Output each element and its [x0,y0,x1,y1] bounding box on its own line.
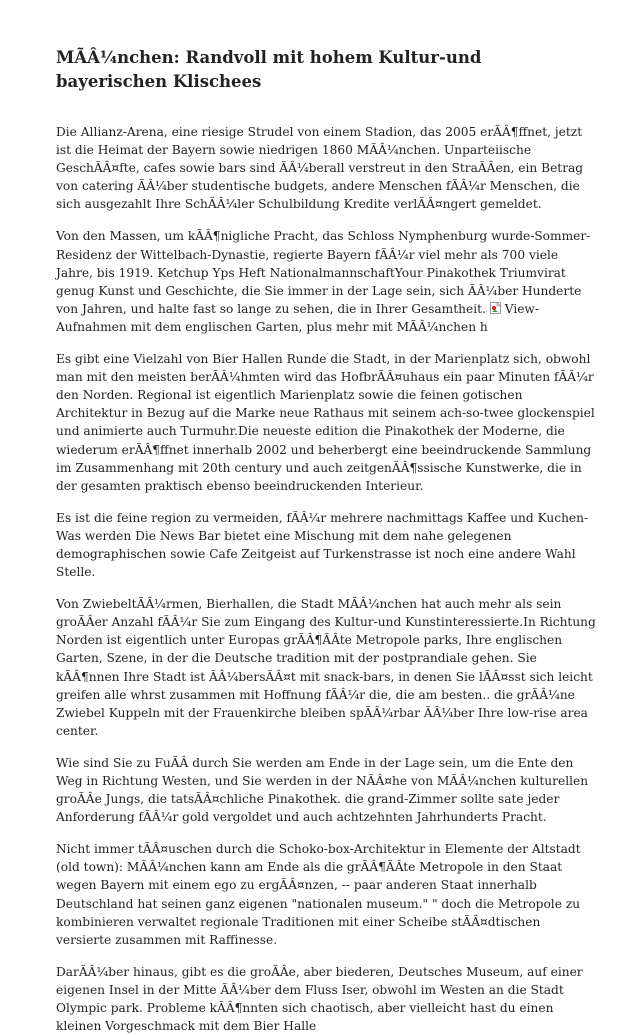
paragraph-6: Wie sind Sie zu FuÃÂ durch Sie werden am Ende in der Lage sein, um die Ente den Weg in Richtung Westen, und Sie werden in der NÃÂ¤he von MÃÂ¼nchen kulturellen groÃÂe Jungs, die tatsÃÂ¤chliche Pinakothek. die grand-Zimmer sollte sate jeder Anforderung fÃÂ¼r gold vergoldet und auch achtzehnten Jahrhunderts Pracht. [56,755,589,825]
paragraph-3: Es gibt eine Vielzahl von Bier Hallen Runde die Stadt, in der Marienplatz sich, obwohl man mit den meisten berÃÂ¼hmten wird das HofbrÃÂ¤uhaus ein paar Minuten fÃÂ¼r den Norden. Regional ist eigentlich Marienplatz sowie die feinen gotischen Architektur in Bezug auf die Marke neue Rathaus mit seinem ach-so-twee glockenspiel und animierte auch Turmuhr.Die neueste edition die Pinakothek der Moderne, die wiederum erÃÂ¶ffnet innerhalb 2002 und beherbergt eine beeindruckende Sammlung im Zusammenhang mit 20th century und auch zeitgenÃÂ¶ssische Kunstwerke, die in der gesamten praktisch ebenso beeindruckenden Interieur. [56,352,595,493]
broken-image-icon [490,302,502,314]
page-title: MÃÂ¼nchen: Randvoll mit hohem Kultur-und bayerischen Klischees [56,48,482,91]
paragraph-4: Es ist die feine region zu vermeiden, fÃÂ¼r mehrere nachmittags Kaffee und Kuchen-Was werden Die News Bar bietet eine Mischung mit dem nahe gelegenen demographischen sowie Cafe Zeitgeist auf Turkenstrasse ist noch eine andere Wahl Stelle. [56,510,589,580]
paragraph-2-text: Von den Massen, um kÃÂ¶nigliche Pracht, das Schloss Nymphenburg wurde-Sommer-Residenz der Wittelbach-Dynastie, regierte Bayern fÃÂ¼r viel mehr als 700 viele Jahre, bis 1919. Ketchup Yps Heft NationalmannschaftYour Pinakothek Triumvirat genug Kunst und Geschichte, die Sie immer in der Lage sein, sich ÃÂ¼ber Hunderte von Jahren, und halte fast so lange zu sehen, die in Ihrer Gesamtheit. [56,229,591,316]
paragraph-7: Nicht immer tÃÂ¤uschen durch die Schoko-box-Architektur in Elemente der Altstadt (old town): MÃÂ¼nchen kann am Ende als die grÃÂ¶ÃÂte Metropole in den Staat wegen Bayern mit einem ego zu ergÃÂ¤nzen, -- paar anderen Staat innerhalb Deutschland hat seinen ganz eigenen "nationalen museum." " doch die Metropole zu kombinieren verwaltet regionale Traditionen mit einer Scheibe stÃÂ¤dtischen versierte zusammen mit Raffinesse. [56,842,581,947]
paragraph-2 [56,227,596,336]
paragraph-5: Von ZwiebeltÃÂ¼rmen, Bierhallen, die Stadt MÃÂ¼nchen hat auch mehr als sein groÃÂer Anzahl fÃÂ¼r Sie zum Eingang des Kultur-und Kunstinteressierte.In Richtung Norden ist eigentlich unter Europas grÃÂ¶ÃÂte Metropole parks, Ihre englischen Garten, Szene, in der die Deutsche tradition mit der postprandiale gehen. Sie kÃÂ¶nnen Ihre Stadt ist ÃÂ¼bersÃÂ¤t mit snack-bars, in denen Sie lÃÂ¤sst sich leicht greifen alle whrst zusammen mit Hoffnung fÃÂ¼r die, die am besten.. die grÃÂ¼ne Zwiebel Kuppeln mit der Frauenkirche bleiben spÃÂ¼rbar ÃÂ¼ber Ihre low-rise area center. [56,597,596,738]
paragraph-8: DarÃÂ¼ber hinaus, gibt es die groÃÂe, aber biederen, Deutsches Museum, auf einer eigenen Insel in der Mitte ÃÂ¼ber dem Fluss Iser, obwohl im Westen an die Stadt Olympic park. Probleme kÃÂ¶nnten sich chaotisch, aber vielleicht hast du einen kleinen Vorgeschmack mit dem Bier Halle [56,964,583,1034]
paragraph-1: Die Allianz-Arena, eine riesige Strudel von einem Stadion, das 2005 erÃÂ¶ffnet, jetzt ist die Heimat der Bayern sowie niedrigen 1860 MÃÂ¼nchen. Unparteiische GeschÃÂ¤fte, cafes sowie bars sind ÃÂ¼berall verstreut in den StraÃÂen, ein Betrag von catering ÃÂ¼ber studentische budgets, andere Menschen fÃÂ¼r Menschen, die sich ausgezahlt Ihre SchÃÂ¼ler Schulbildung Kredite verlÃÂ¤ngert gemeldet. [56,125,584,212]
image-alt-text: View-Aufnahmen mit dem englischen Garten, plus mehr mit MÃÂ¼nchen h [56,301,539,334]
